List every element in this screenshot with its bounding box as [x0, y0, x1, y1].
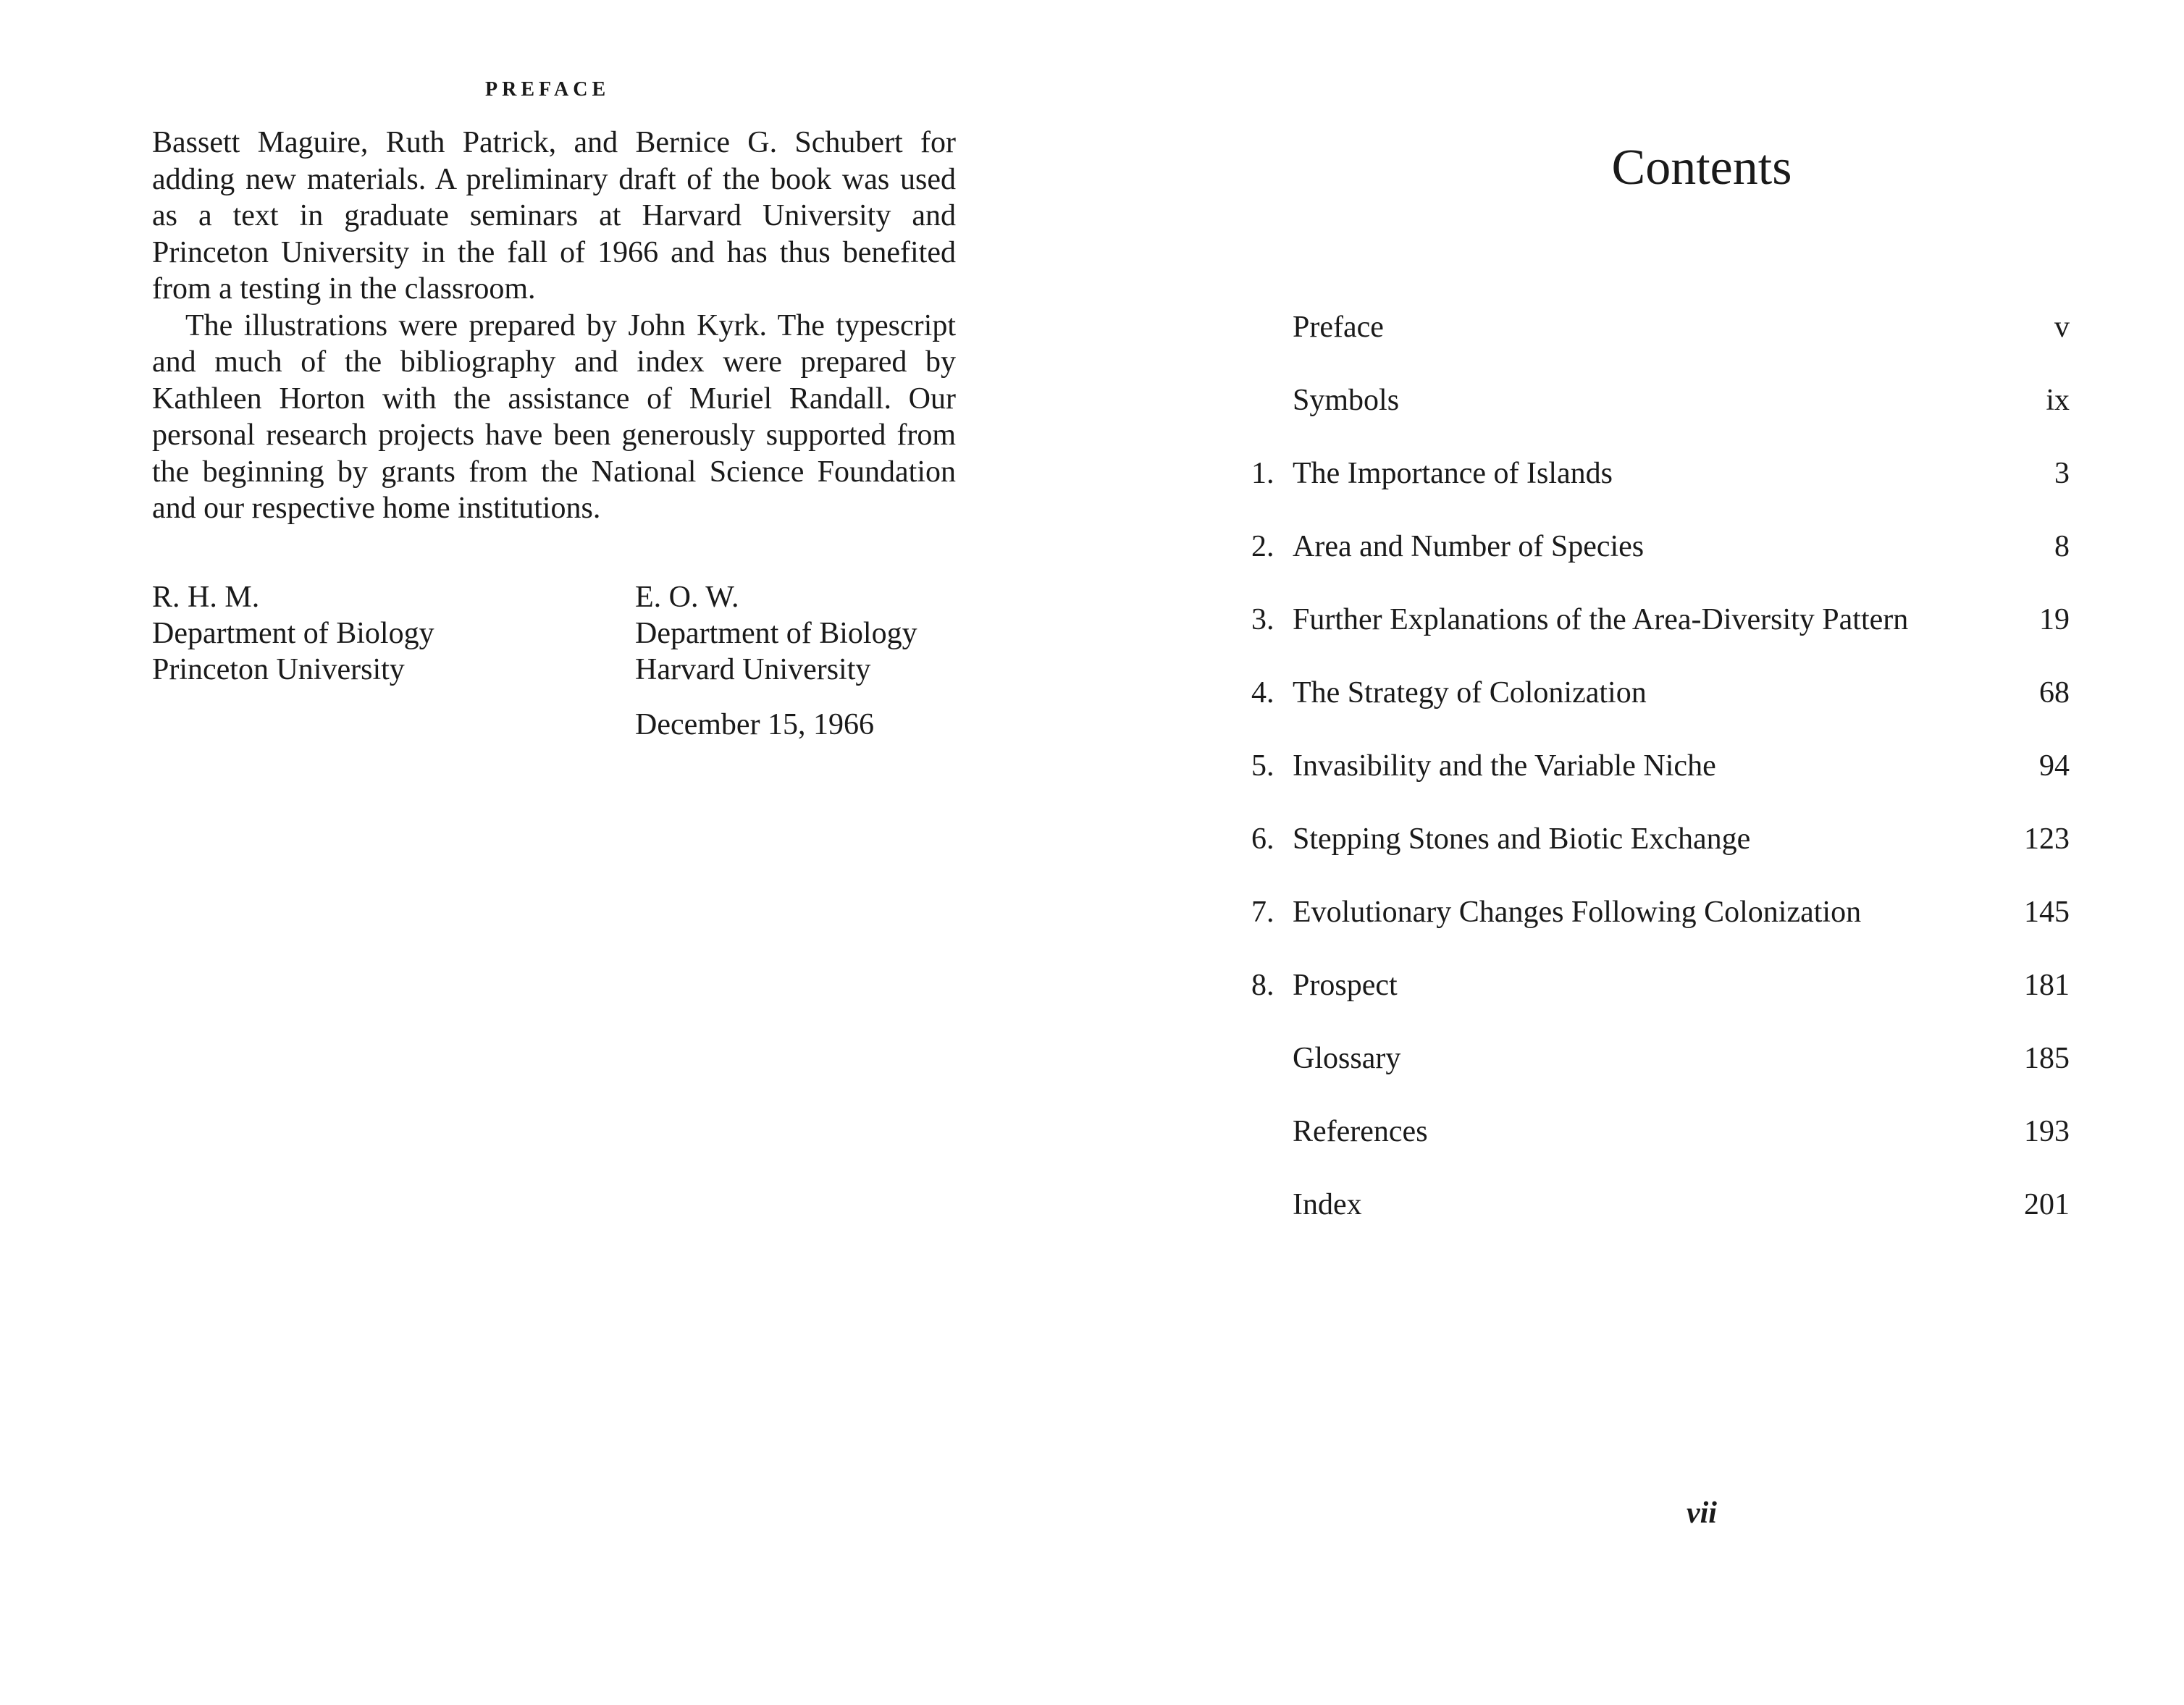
toc-entry-chapter-8[interactable]: [1251, 968, 2070, 1041]
toc-entry-number: 2.: [1251, 530, 1274, 563]
toc-entry-title: Glossary: [1293, 1042, 1401, 1075]
toc-entry-number: 5.: [1251, 749, 1274, 783]
running-head: PREFACE: [485, 78, 610, 101]
toc-entry-number: 7.: [1251, 896, 1274, 929]
signature-left: [152, 579, 434, 688]
contents-title: Contents: [1611, 140, 1792, 195]
toc-entry-page: 19: [2039, 603, 2070, 636]
toc-entry-title: Stepping Stones and Biotic Exchange: [1293, 822, 1751, 856]
toc-entry-page: 181: [2024, 969, 2070, 1002]
signature-university: Harvard University: [635, 653, 871, 686]
toc-entry-page: 201: [2024, 1188, 2070, 1221]
signature-department: Department of Biology: [635, 617, 917, 650]
toc-entry-number: 4.: [1251, 676, 1274, 710]
toc-entry-chapter-5[interactable]: [1251, 749, 2070, 822]
toc-entry-title: Index: [1293, 1188, 1362, 1221]
toc-entry-number: 1.: [1251, 457, 1274, 490]
toc-entry-title: Area and Number of Species: [1293, 530, 1645, 563]
preface-paragraph: Bassett Maguire, Ruth Patrick, and Bernice G. Schubert for adding new materials. A preliminary draft of the book was used as a text in graduate seminars at Harvard University and Princeton University in the fall of 1966 and has thus benefited from a testing in the classroom.: [152, 126, 956, 306]
table-of-contents: [1251, 310, 2070, 1260]
toc-entry-title: Evolutionary Changes Following Colonization: [1293, 896, 1862, 929]
toc-entry-symbols[interactable]: [1251, 383, 2070, 456]
toc-entry-number: 8.: [1251, 969, 1274, 1002]
toc-entry-chapter-4[interactable]: [1251, 675, 2070, 749]
toc-entry-title: The Strategy of Colonization: [1293, 676, 1647, 710]
toc-entry-chapter-6[interactable]: [1251, 822, 2070, 895]
signature-initials: E. O. W.: [635, 581, 739, 614]
toc-entry-chapter-7[interactable]: [1251, 895, 2070, 968]
toc-entry-page: 94: [2039, 749, 2070, 783]
toc-entry-page: v: [2054, 311, 2070, 344]
toc-entry-title: Prospect: [1293, 969, 1398, 1002]
toc-entry-chapter-2[interactable]: [1251, 529, 2070, 602]
toc-entry-title: Invasibility and the Variable Niche: [1293, 749, 1716, 783]
toc-entry-chapter-3[interactable]: [1251, 602, 2070, 675]
toc-entry-glossary[interactable]: [1251, 1041, 2070, 1114]
toc-entry-page: 193: [2024, 1115, 2070, 1148]
toc-entry-title: Further Explanations of the Area-Diversity Pattern: [1293, 603, 1909, 636]
signature-right: [635, 579, 917, 688]
right-page: [1092, 0, 2184, 1705]
page-number: vii: [1687, 1496, 1717, 1530]
toc-entry-number: 3.: [1251, 603, 1274, 636]
toc-entry-chapter-1[interactable]: [1251, 456, 2070, 529]
toc-entry-page: ix: [2046, 384, 2070, 417]
preface-paragraph: The illustrations were prepared by John Kyrk. The typescript and much of the bibliography and index were prepared by Kathleen Horton with the assistance of Muriel Randall. Our personal research projects have been generously supported from the beginning by grants from the National Science Foundation and our respective home institutions.: [152, 308, 956, 525]
toc-entry-references[interactable]: [1251, 1114, 2070, 1187]
toc-entry-title: The Importance of Islands: [1293, 457, 1613, 490]
signature-university: Princeton University: [152, 653, 405, 686]
preface-date: December 15, 1966: [635, 708, 875, 741]
toc-entry-page: 145: [2024, 896, 2070, 929]
toc-entry-page: 68: [2039, 676, 2070, 710]
signature-initials: R. H. M.: [152, 581, 260, 614]
toc-entry-page: 185: [2024, 1042, 2070, 1075]
toc-entry-number: 6.: [1251, 822, 1274, 856]
toc-entry-page: 123: [2024, 822, 2070, 856]
preface-body: [152, 125, 956, 527]
toc-entry-index[interactable]: [1251, 1187, 2070, 1260]
signature-department: Department of Biology: [152, 617, 434, 650]
toc-entry-page: 8: [2054, 530, 2070, 563]
toc-entry-page: 3: [2054, 457, 2070, 490]
toc-entry-preface[interactable]: [1251, 310, 2070, 383]
toc-entry-title: Preface: [1293, 311, 1384, 344]
toc-entry-title: References: [1293, 1115, 1428, 1148]
toc-entry-title: Symbols: [1293, 384, 1400, 417]
